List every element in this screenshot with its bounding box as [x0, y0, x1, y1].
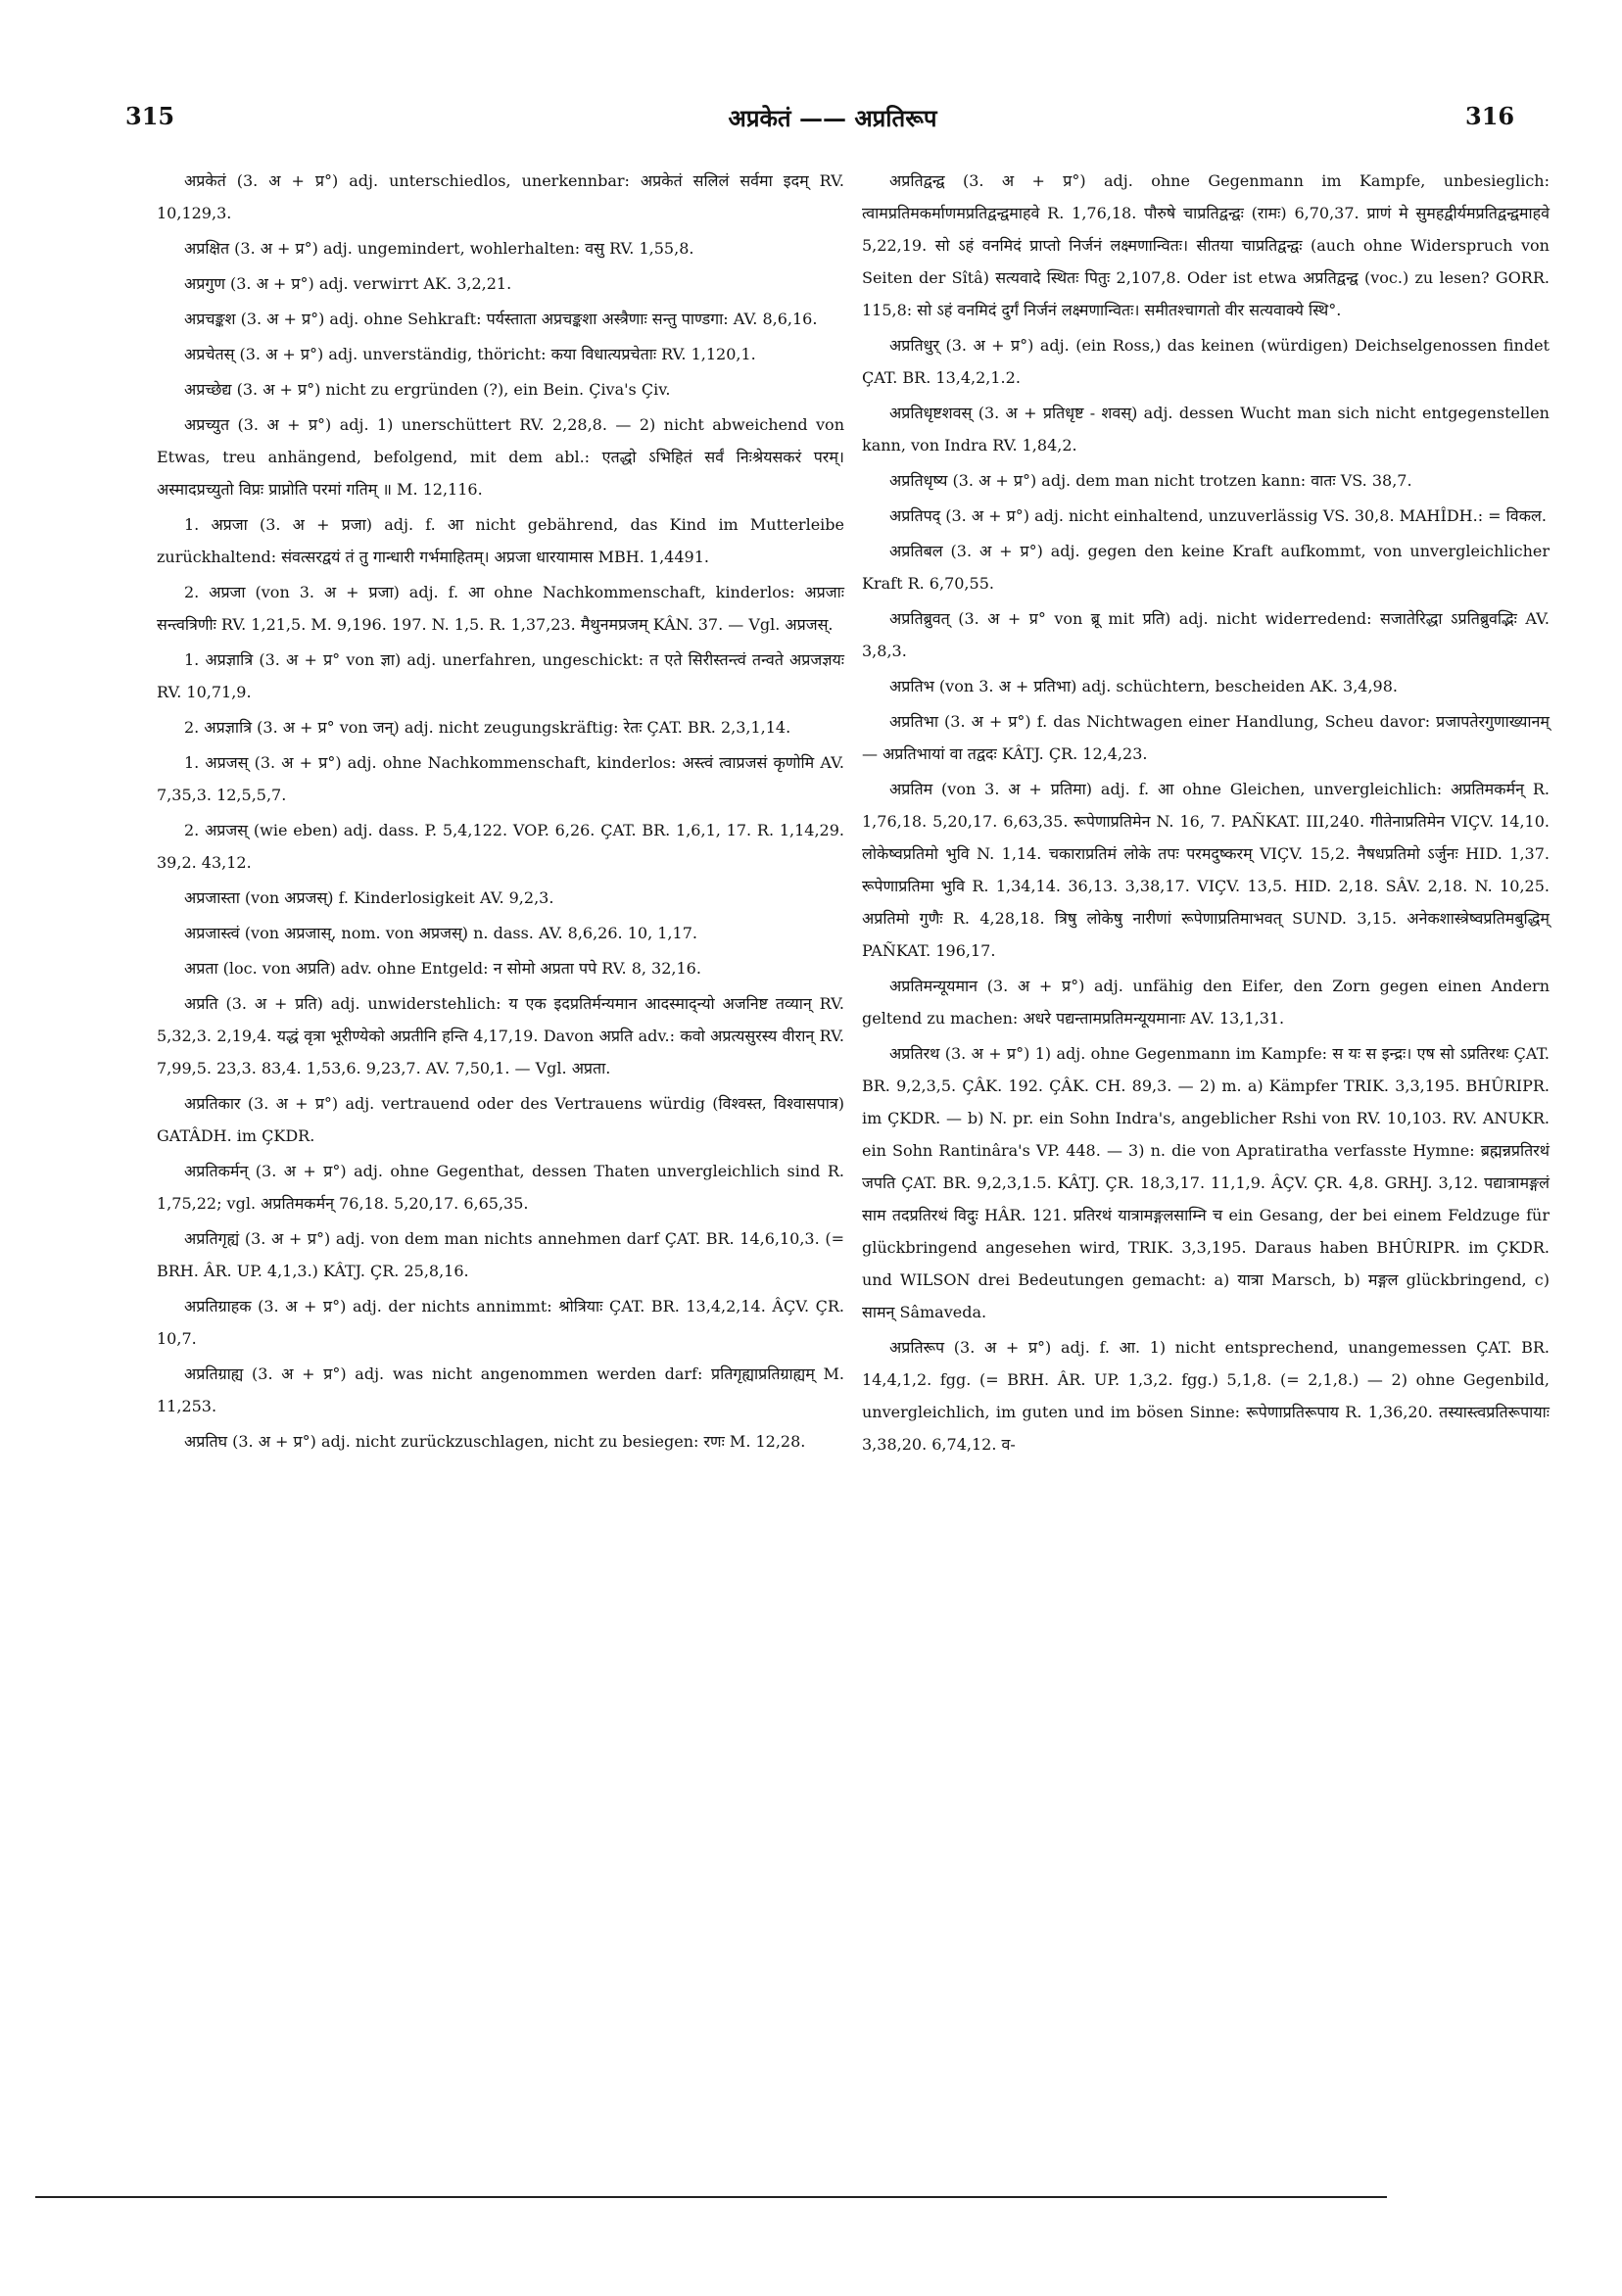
dictionary-entry: अप्रतिगृह्यं (3. अ + प्र°) adj. von dem man nichts annehmen darf ÇAT. BR. 14,6,10,3. (= BRH. ÂR. UP. 4,1,3.) KÂTJ. ÇR. 25,8,16.	[157, 1229, 844, 1280]
page-header	[0, 102, 1622, 141]
dictionary-entry: अप्रच्युत (3. अ + प्र°) adj. 1) unerschüttert RV. 2,28,8. — 2) nicht abweichend von Etwas, treu anhängend, befolgend, mit dem abl.: एतद्धो ऽभिहितं सर्वं निःश्रेयसकरं परम्। अस्मादप्रच्युतो विप्रः प्राप्नोति परमां गतिम् ॥ M. 12,116.	[157, 415, 844, 499]
dictionary-entry: अप्रति (3. अ + प्रति) adj. unwiderstehlich: य एक इदप्रतिर्मन्यमान आदस्माद्न्यो अजनिष्ट तव्यान् RV. 5,32,3. 2,19,4. यद्धं वृत्रा भूरीण्येको अप्रतीनि हन्ति 4,17,19. Davon अप्रति adv.: कवो अप्रत्यसुरस्य वीरान् RV. 7,99,5. 23,3. 83,4. 1,53,6. 9,23,7. AV. 7,50,1. — Vgl. अप्रता.	[157, 994, 844, 1077]
dictionary-entry: अप्रतिद्वन्द्व (3. अ + प्र°) adj. ohne Gegenmann im Kampfe, unbesieglich: त्वामप्रतिमकर्माणमप्रतिद्वन्द्वमाहवे R. 1,76,18. पौरुषे चाप्रतिद्वन्द्वः (रामः) 6,70,37. प्राणं मे सुमहद्वीर्यमप्रतिद्वन्द्वमाहवे 5,22,19. सो ऽहं वनमिदं प्राप्तो निर्जनं लक्ष्मणान्वितः। सीतया चाप्रतिद्वन्द्वः (auch ohne Widerspruch von Seiten der Sîtâ) सत्यवादे स्थितः पितुः 2,107,8. Oder ist etwa अप्रतिद्वन्द्व (voc.) zu lesen? GORR. 115,8: सो ऽहं वनमिदं दुर्गं निर्जनं लक्ष्मणान्वितः। समीतश्चागतो वीर सत्यवाक्ये स्थि°.	[862, 171, 1550, 319]
dictionary-entry: अप्रतिबल (3. अ + प्र°) adj. gegen den keine Kraft aufkommt, von unvergleichlicher Kraft R. 6,70,55.	[862, 542, 1550, 593]
dictionary-entry: अप्रतिब्रुवत् (3. अ + प्र° von ब्रू mit प्रति) adj. nicht widerredend: सजातेरिद्धा ऽप्रतिब्रुवद्भिः AV. 3,8,3.	[862, 609, 1550, 660]
dictionary-entry: अप्रचेतस् (3. अ + प्र°) adj. unverständig, thöricht: कया विधात्यप्रचेताः RV. 1,120,1.	[184, 345, 756, 363]
right-page-number: 316	[1465, 102, 1515, 130]
dictionary-entry: अप्रच्छेद्य (3. अ + प्र°) nicht zu ergründen (?), ein Bein. Çiva's Çiv.	[184, 380, 671, 399]
dictionary-entry: अप्रकेतं (3. अ + प्र°) adj. unterschiedlos, unerkennbar: अप्रकेतं सलिलं सर्वमा इदम् RV. 10,129,3.	[157, 171, 844, 222]
dictionary-entry: अप्रतिरथ (3. अ + प्र°) 1) adj. ohne Gegenmann im Kampfe: स यः स इन्द्रः। एष सो ऽप्रतिरथः ÇAT. BR. 9,2,3,5. ÇÂK. 192. ÇÂK. CH. 89,3. — 2) m. a) Kämpfer TRIK. 3,3,195. BHÛRIPR. im ÇKDR. — b) N. pr. ein Sohn Indra's, angeblicher Rshi von RV. 10,103. RV. ANUKR. ein Sohn Rantinâra's VP. 448. — 3) n. die von Apratiratha verfasste Hymne: ब्रह्मन्नप्रतिरथं जपति ÇAT. BR. 9,2,3,1.5. KÂTJ. ÇR. 18,3,17. 11,1,9. ÂÇV. ÇR. 4,8. GRHJ. 3,12. पद्यात्रामङ्गलं साम तदप्रतिरथं विदुः HÂR. 121. प्रतिरथं यात्रामङ्गलसाम्नि च ein Gesang, der bei einem Feldzuge für glückbringend angesehen wird, TRIK. 3,3,195. Daraus haben BHÛRIPR. im ÇKDR. und WILSON drei Bedeutungen gemacht: a) यात्रा Marsch, b) मङ्गल glückbringend, c) सामन् Sâmaveda.	[862, 1044, 1550, 1321]
left-column	[157, 165, 844, 1460]
dictionary-entry: अप्रतिग्राहक (3. अ + प्र°) adj. der nichts annimmt: श्रोत्रियाः ÇAT. BR. 13,4,2,14. ÂÇV. ÇR. 10,7.	[157, 1297, 844, 1348]
dictionary-entry: अप्रतिमन्यूयमान (3. अ + प्र°) adj. unfähig den Eifer, den Zorn gegen einen Andern geltend zu machen: अधरे पद्यन्तामप्रतिमन्यूयमानाः AV. 13,1,31.	[862, 977, 1550, 1028]
dictionary-entry: अप्रता (loc. von अप्रति) adv. ohne Entgeld: न सोमो अप्रता पपे RV. 8, 32,16.	[184, 959, 701, 978]
running-head: अप्रकेतं —— अप्रतिरूप	[728, 104, 937, 132]
dictionary-entry: अप्रतिभ (von 3. अ + प्रतिभा) adj. schüchtern, bescheiden AK. 3,4,98.	[889, 677, 1398, 695]
dictionary-entry: अप्रगुण (3. अ + प्र°) adj. verwirrt AK. 3,2,21.	[184, 274, 512, 293]
dictionary-entry: अप्रतिपद् (3. अ + प्र°) adj. nicht einhaltend, unzuverlässig VS. 30,8. MAHÎDH.: = विकल.	[889, 506, 1547, 525]
dictionary-entry: अप्रचङ्कश (3. अ + प्र°) adj. ohne Sehkraft: पर्यस्ताता अप्रचङ्कशा अस्त्रैणाः सन्तु पाण्डगा: AV. 8,6,16.	[184, 310, 818, 328]
dictionary-entry: अप्रतिग्राह्य (3. अ + प्र°) adj. was nicht angenommen werden darf: प्रतिगृह्याप्रतिग्राह्यम् M. 11,253.	[157, 1364, 844, 1415]
dictionary-entry: अप्रक्षित (3. अ + प्र°) adj. ungemindert, wohlerhalten: वसु RV. 1,55,8.	[184, 239, 694, 258]
dictionary-entry: 2. अप्रजस् (wie eben) adj. dass. P. 5,4,122. VOP. 6,26. ÇAT. BR. 1,6,1, 17. R. 1,14,29. 39,2. 43,12.	[157, 821, 844, 872]
dictionary-entry: अप्रतिकर्मन् (3. अ + प्र°) adj. ohne Gegenthat, dessen Thaten unvergleichlich sind R. 1,75,22; vgl. अप्रतिमकर्मन् 76,18. 5,20,17. 6,65,35.	[157, 1162, 844, 1213]
bottom-rule	[35, 2196, 1387, 2198]
dictionary-entry: अप्रतिभा (3. अ + प्र°) f. das Nichtwagen einer Handlung, Scheu davor: प्रजापतेरगुणाख्यानम् — अप्रतिभायां वा तद्वदः KÂTJ. ÇR. 12,4,23.	[862, 712, 1550, 763]
dictionary-entry: अप्रतिघ (3. अ + प्र°) adj. nicht zurückzuschlagen, nicht zu besiegen: रणः M. 12,28.	[184, 1432, 806, 1451]
dictionary-entry: अप्रजास्ता (von अप्रजस्) f. Kinderlosigkeit AV. 9,2,3.	[184, 888, 554, 907]
dictionary-entry: 1. अप्रज्ञात्रि (3. अ + प्र° von ज्ञा) adj. unerfahren, ungeschickt: त एते सिरीस्तन्त्वं तन्वते अप्रजज्ञयः RV. 10,71,9.	[157, 650, 844, 701]
dictionary-entry: अप्रजास्त्वं (von अप्रजास्, nom. von अप्रजस्) n. dass. AV. 8,6,26. 10, 1,17.	[184, 924, 697, 942]
dictionary-entry: अप्रतिधुर् (3. अ + प्र°) adj. (ein Ross,) das keinen (würdigen) Deichselgenossen findet ÇAT. BR. 13,4,2,1.2.	[862, 336, 1550, 387]
left-page-number: 315	[125, 102, 175, 130]
dictionary-entry: 1. अप्रजस् (3. अ + प्र°) adj. ohne Nachkommenschaft, kinderlos: अस्त्वं त्वाप्रजसं कृणोमि AV. 7,35,3. 12,5,5,7.	[157, 753, 844, 804]
dictionary-entry: अप्रतिम (von 3. अ + प्रतिमा) adj. f. आ ohne Gleichen, unvergleichlich: अप्रतिमकर्मन् R. 1,76,18. 5,20,17. 6,63,35. रूपेणाप्रतिमेन N. 16, 7. PAÑKAT. III,240. गीतेनाप्रतिमेन VIÇV. 14,10. लोकेष्वप्रतिमो भुवि N. 1,14. चकाराप्रतिमं लोके तपः परमदुष्करम् VIÇV. 15,2. नैषधप्रतिमो ऽर्जुनः HID. 1,37. रूपेणाप्रतिमा भुवि R. 1,34,14. 36,13. 3,38,17. VIÇV. 13,5. HID. 2,18. SÂV. 2,18. N. 10,25. अप्रतिमो गुणैः R. 4,28,18. त्रिषु लोकेषु नारीणां रूपेणाप्रतिमाभवत् SUND. 3,15. अनेकशास्त्रेष्वप्रतिमबुद्धिम् PAÑKAT. 196,17.	[862, 780, 1550, 960]
right-column	[862, 165, 1550, 1463]
dictionary-entry: अप्रतिधृष्टशवस् (3. अ + प्रतिधृष्ट - शवस्) adj. dessen Wucht man sich nicht entgegenstellen kann, von Indra RV. 1,84,2.	[862, 404, 1550, 454]
dictionary-entry: 2. अप्रज्ञात्रि (3. अ + प्र° von जन्) adj. nicht zeugungskräftig: रेतः ÇAT. BR. 2,3,1,14.	[184, 718, 791, 737]
dictionary-entry: 1. अप्रजा (3. अ + प्रजा) adj. f. आ nicht gebährend, das Kind im Mutterleibe zurückhaltend: संवत्सरद्वयं तं तु गान्धारी गर्भमाहितम्। अप्रजा धारयामास MBH. 1,4491.	[157, 515, 844, 566]
dictionary-entry: 2. अप्रजा (von 3. अ + प्रजा) adj. f. आ ohne Nachkommenschaft, kinderlos: अप्रजाः सन्त्वत्रिणीः RV. 1,21,5. M. 9,196. 197. N. 1,5. R. 1,37,23. मैथुनमप्रजम् KÂN. 37. — Vgl. अप्रजस्.	[157, 583, 844, 634]
dictionary-entry: अप्रतिरूप (3. अ + प्र°) adj. f. आ. 1) nicht entsprechend, unangemessen ÇAT. BR. 14,4,1,2. fgg. (= BRH. ÂR. UP. 1,3,2. fgg.) 5,1,8. (= 2,1,8.) — 2) ohne Gegenbild, unvergleichlich, im guten und im bösen Sinne: रूपेणाप्रतिरूपाय R. 1,36,20. तस्यास्त्वप्रतिरूपायाः 3,38,20. 6,74,12. व-	[862, 1338, 1550, 1454]
dictionary-entry: अप्रतिधृष्य (3. अ + प्र°) adj. dem man nicht trotzen kann: वातः VS. 38,7.	[889, 471, 1412, 490]
dictionary-entry: अप्रतिकार (3. अ + प्र°) adj. vertrauend oder des Vertrauens würdig (विश्वस्त, विश्वासपात्र) GATÂDH. im ÇKDR.	[157, 1094, 844, 1145]
